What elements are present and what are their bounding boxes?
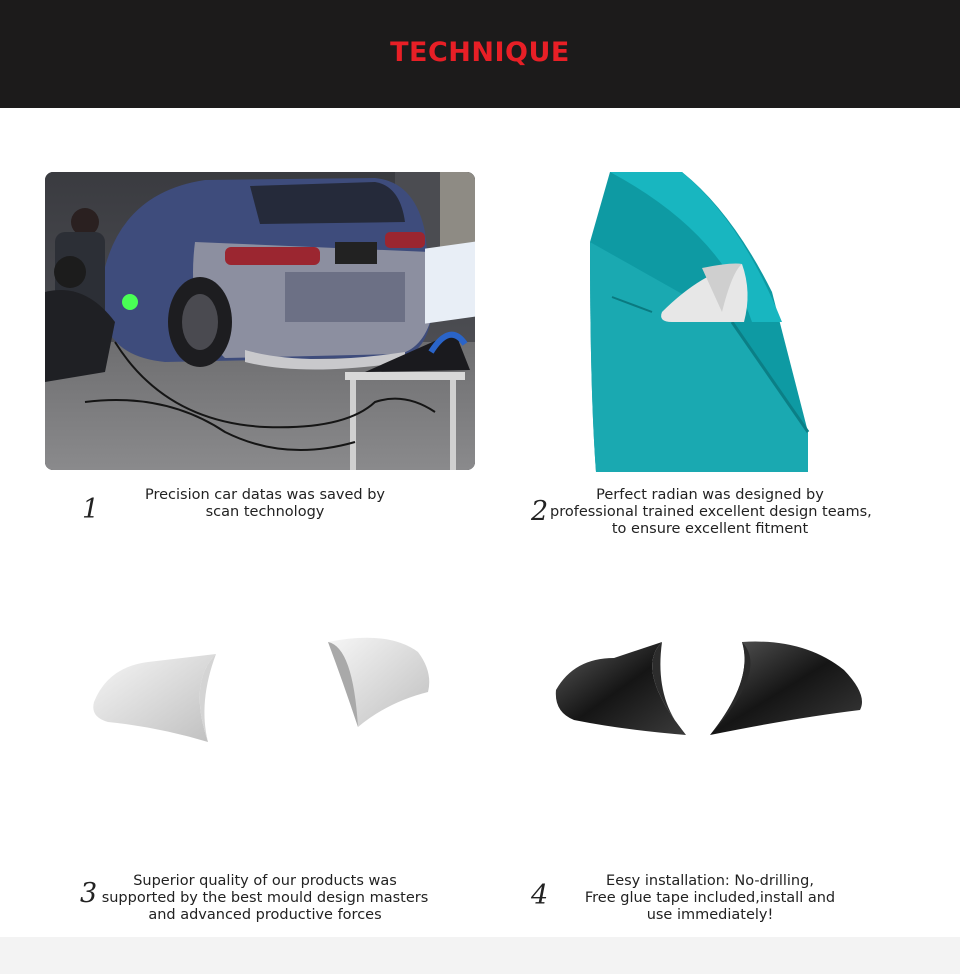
white-covers-image [88,632,438,752]
step-2-caption [550,487,870,538]
caption-line: Perfect radian was designed by [596,487,824,503]
step-number-1: 1 [82,494,100,525]
cad-model-image [582,172,810,472]
header-banner [0,0,960,108]
cad-door-illustration [582,172,810,472]
step-number-3: 3 [80,878,98,909]
caption-line: and advanced productive forces [148,907,382,923]
caption-line: Free glue tape included,install and [584,890,836,906]
scan-photo-image [45,172,475,470]
caption-line: Superior quality of our products was [133,873,397,889]
caption-line: Eesy installation: No-drilling, [606,873,814,889]
caption-line: professional trained excellent design teams, [550,504,872,520]
caption-line: supported by the best mould design masters [101,890,429,906]
caption-line: scan technology [205,504,325,520]
caption-line: use immediately! [646,907,774,923]
step-1-caption [115,487,415,521]
footer-band [0,937,960,974]
step-3-caption [100,873,430,924]
caption-line: to ensure excellent fitment [611,521,809,537]
carbon-covers-illustration [554,640,866,740]
step-number-4: 4 [531,880,549,911]
white-covers-illustration [88,632,438,752]
scan-photo-illustration [45,172,475,470]
carbon-covers-image [554,640,866,740]
caption-line: Precision car datas was saved by [144,487,385,503]
page-title: TECHNIQUE [390,37,570,68]
step-number-2: 2 [531,496,549,527]
step-4-caption [580,873,840,924]
